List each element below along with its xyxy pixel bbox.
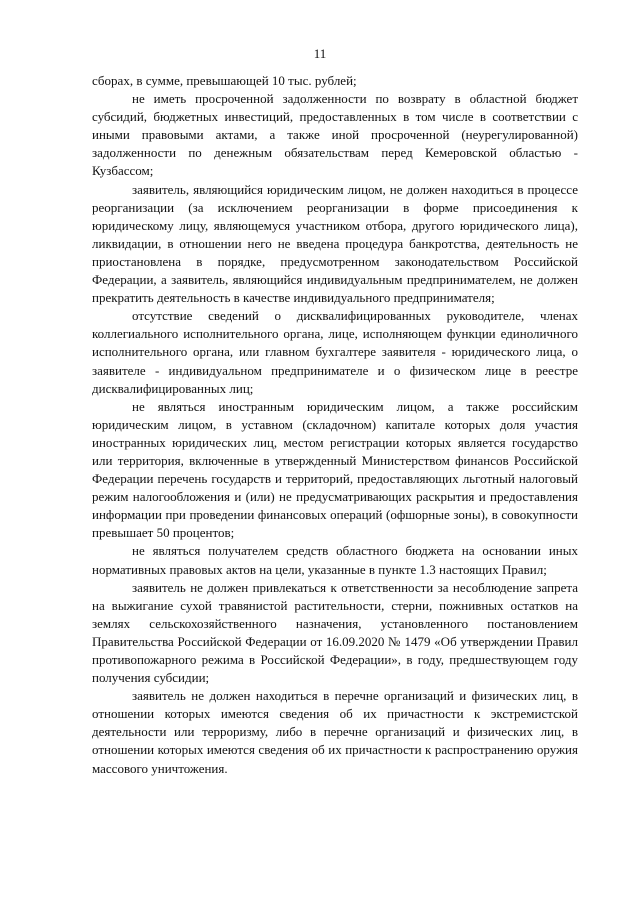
paragraph-no-overdue-debt: не иметь просроченной задолженности по возврату в областной бюджет субсидий, бюджетных инвестиций, предоставленных в том числе в соответствии с иными правовыми актами, а также иной просроченной (неурегулированной) задолженности по денежным обязательствам перед Кемеровской областью - Кузбассом; — [92, 91, 578, 179]
paragraph-not-foreign-entity: не являться иностранным юридическим лицом, а также российским юридическим лицом, в уставном (складочном) капитале которых доля участия иностранных юридических лиц, местом регистрации которых является государство или территория, включенные в утвержденный Министерством финансов Российской Федерации перечень государств и территорий, предоставляющих льготный налоговый режим налогообложения и (или) не предусматривающих раскрытия и предоставления информации при проведении финансовых операций (офшорные зоны), в совокупности превышает 50 процентов; — [92, 398, 578, 541]
page-number: 11 — [313, 46, 327, 61]
paragraph-continuation: сборах, в сумме, превышающей 10 тыс. рублей; — [92, 73, 357, 88]
paragraph-no-disqualified-persons: отсутствие сведений о дисквалифицированных руководителе, членах коллегиального исполнительного органа, лице, исполняющем функции единоличного исполнительного органа, или главном бухгалтере заявителя - юридического лица, о заявителе - индивидуальном предпринимателе и о физическом лице в реестре дисквалифицированных лиц; — [92, 308, 578, 396]
body-text — [92, 72, 578, 778]
paragraph-not-other-budget-recipient: не являться получателем средств областного бюджета на основании иных нормативных правовых актов на цели, указанные в пункте 1.3 настоящих Правил; — [92, 543, 578, 577]
paragraph-no-reorganization: заявитель, являющийся юридическим лицом, не должен находиться в процессе реорганизации (за исключением реорганизации в форме присоединения к юридическому лицу, являющемуся участником отбора, другого юридического лица), ликвидации, в отношении него не введена процедура банкротства, деятельность не приостановлена в порядке, предусмотренном законодательством Российской Федерации, а заявитель, являющийся индивидуальным предпринимателем, не должен прекратить деятельность в качестве индивидуального предпринимателя; — [92, 181, 578, 306]
paragraph-fire-safety-compliance: заявитель не должен привлекаться к ответственности за несоблюдение запрета на выжигание сухой травянистой растительности, стерни, пожнивных остатков на землях сельскохозяйственного назначения, установленного постановлением Правительства Российской Федерации от 16.09.2020 № 1479 «Об утверждении Правил противопожарного режима в Российской Федерации», в году, предшествующем году получения субсидии; — [92, 579, 578, 686]
paragraph-not-in-extremism-list: заявитель не должен находиться в перечне организаций и физических лиц, в отношении которых имеются сведения об их причастности к экстремистской деятельности или терроризму, либо в перечне организаций и физических лиц, в отношении которых имеются сведения об их причастности к распространению оружия массового уничтожения. — [92, 688, 578, 776]
